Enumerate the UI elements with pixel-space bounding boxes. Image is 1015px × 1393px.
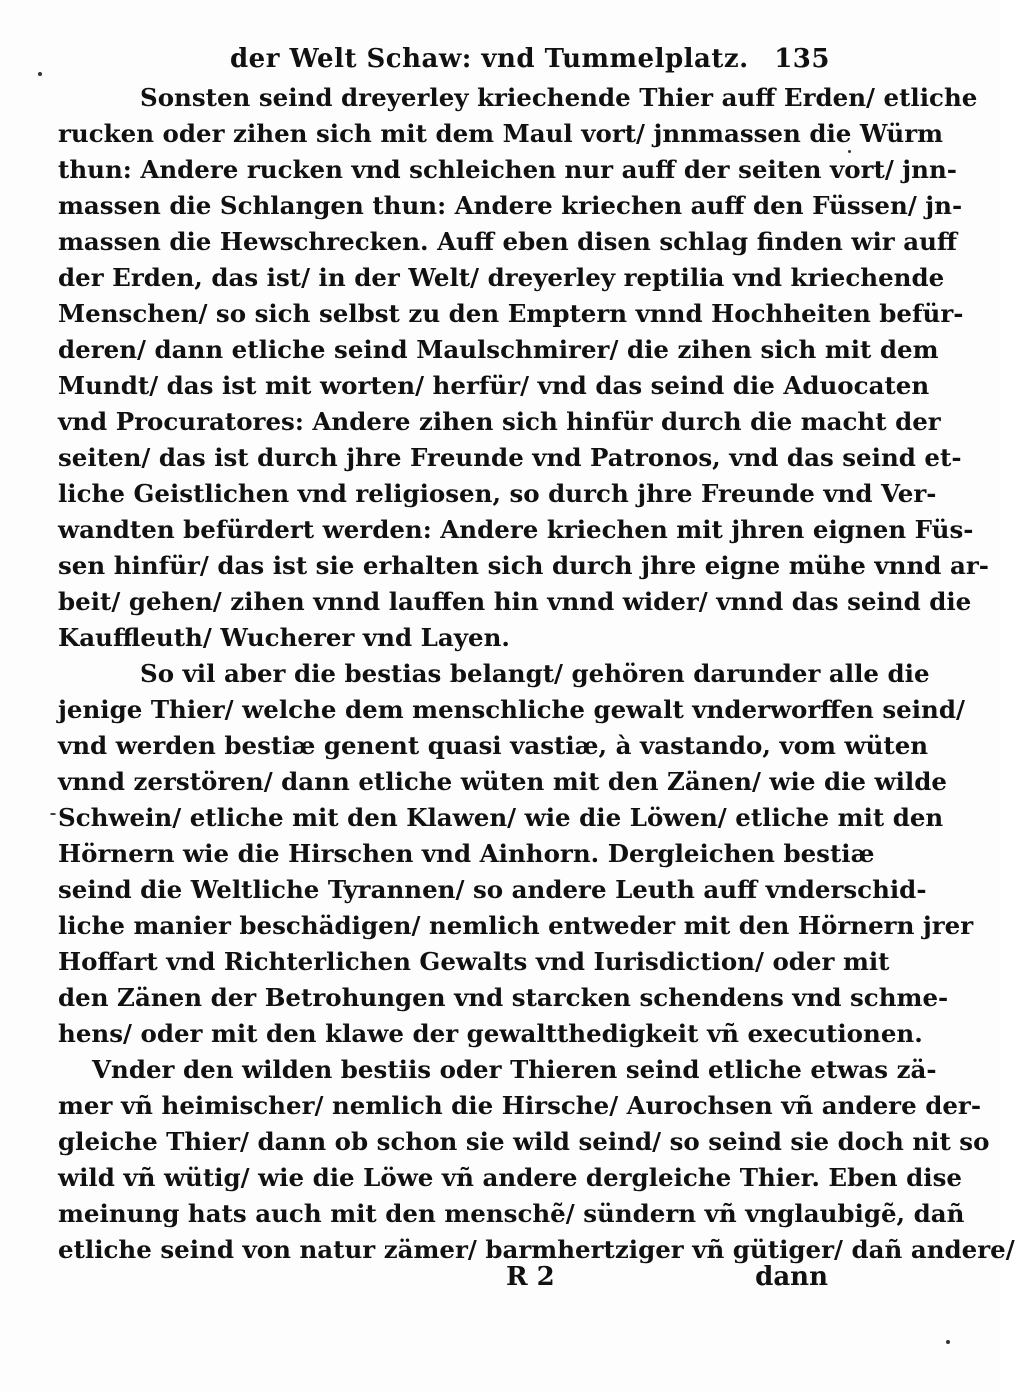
text-line: vnnd zerstören/ dann etliche wüten mit den Zänen/ wie die wilde <box>58 767 947 796</box>
text-line: So vil aber die bestias belangt/ gehören darunder alle die <box>140 659 930 688</box>
catchword: dann <box>755 1262 828 1292</box>
running-head <box>230 44 830 80</box>
body-text <box>58 80 1015 1268</box>
text-line: vnd Procuratores: Andere zihen sich hinfür durch die macht der <box>58 407 941 436</box>
text-line: Vnder den wilden bestiis oder Thieren seind etliche etwas zä- <box>92 1055 937 1084</box>
print-speck <box>38 72 42 76</box>
print-speck <box>50 813 56 815</box>
page-footer <box>58 1262 828 1302</box>
text-line: den Zänen der Betrohungen vnd starcken schendens vnd schme- <box>58 983 949 1012</box>
text-line: wild vñ wütig/ wie die Löwe vñ andere dergleiche Thier. Eben dise <box>58 1163 962 1192</box>
text-line: massen die Hewschrecken. Auff eben disen schlag finden wir auff <box>58 227 958 256</box>
text-line: deren/ dann etliche seind Maulschmirer/ die zihen sich mit dem <box>58 335 939 364</box>
text-line: Schwein/ etliche mit den Klawen/ wie die Löwen/ etliche mit den <box>58 803 944 832</box>
text-line: meinung hats auch mit den menschẽ/ sündern vñ vnglaubigẽ, dañ <box>58 1199 965 1228</box>
text-line: Hörnern wie die Hirschen vnd Ainhorn. Dergleichen bestiæ <box>58 839 875 868</box>
text-line: Sonsten seind dreyerley kriechende Thier auff Erden/ etliche <box>140 83 978 112</box>
text-line: sen hinfür/ das ist sie erhalten sich durch jhre eigne mühe vnnd ar- <box>58 551 989 580</box>
print-speck <box>946 1340 950 1344</box>
running-title: der Welt Schaw: vnd Tummelplatz. <box>230 44 749 74</box>
text-line: mer vñ heimischer/ nemlich die Hirsche/ Aurochsen vñ andere der- <box>58 1091 981 1120</box>
text-line: liche manier beschädigen/ nemlich entweder mit den Hörnern jrer <box>58 911 974 940</box>
text-line: gleiche Thier/ dann ob schon sie wild seind/ so seind sie doch nit so <box>58 1127 990 1156</box>
text-line: vnd werden bestiæ genent quasi vastiæ, à vastando, vom wüten <box>58 731 929 760</box>
print-speck <box>848 150 851 153</box>
text-line: Kauffleuth/ Wucherer vnd Layen. <box>58 623 510 652</box>
text-line: beit/ gehen/ zihen vnnd lauffen hin vnnd wider/ vnnd das seind die <box>58 587 972 616</box>
signature-mark: R 2 <box>506 1262 555 1292</box>
text-line: der Erden, das ist/ in der Welt/ dreyerley reptilia vnd kriechende <box>58 263 945 292</box>
text-line: rucken oder zihen sich mit dem Maul vort/ jnnmassen die Würm <box>58 119 944 148</box>
text-line: thun: Andere rucken vnd schleichen nur auff der seiten vort/ jnn- <box>58 155 957 184</box>
text-line: Menschen/ so sich selbst zu den Emptern vnnd Hochheiten befür- <box>58 299 964 328</box>
text-line: jenige Thier/ welche dem menschliche gewalt vnderworffen seind/ <box>58 695 965 724</box>
text-line: etliche seind von natur zämer/ barmhertziger vñ gütiger/ dañ andere/ <box>58 1235 1015 1264</box>
page-number: 135 <box>774 44 830 74</box>
text-line: Mundt/ das ist mit worten/ herfür/ vnd das seind die Aduocaten <box>58 371 930 400</box>
text-line: hens/ oder mit den klawe der gewaltthedigkeit vñ executionen. <box>58 1019 923 1048</box>
text-line: liche Geistlichen vnd religiosen, so durch jhre Freunde vnd Ver- <box>58 479 937 508</box>
text-line: Hoffart vnd Richterlichen Gewalts vnd Iurisdiction/ oder mit <box>58 947 890 976</box>
text-line: seind die Weltliche Tyrannen/ so andere Leuth auff vnderschid- <box>58 875 927 904</box>
text-line: wandten befürdert werden: Andere kriechen mit jhren eignen Füs- <box>58 515 974 544</box>
text-line: massen die Schlangen thun: Andere kriechen auff den Füssen/ jn- <box>58 191 963 220</box>
text-line: seiten/ das ist durch jhre Freunde vnd Patronos, vnd das seind et- <box>58 443 962 472</box>
